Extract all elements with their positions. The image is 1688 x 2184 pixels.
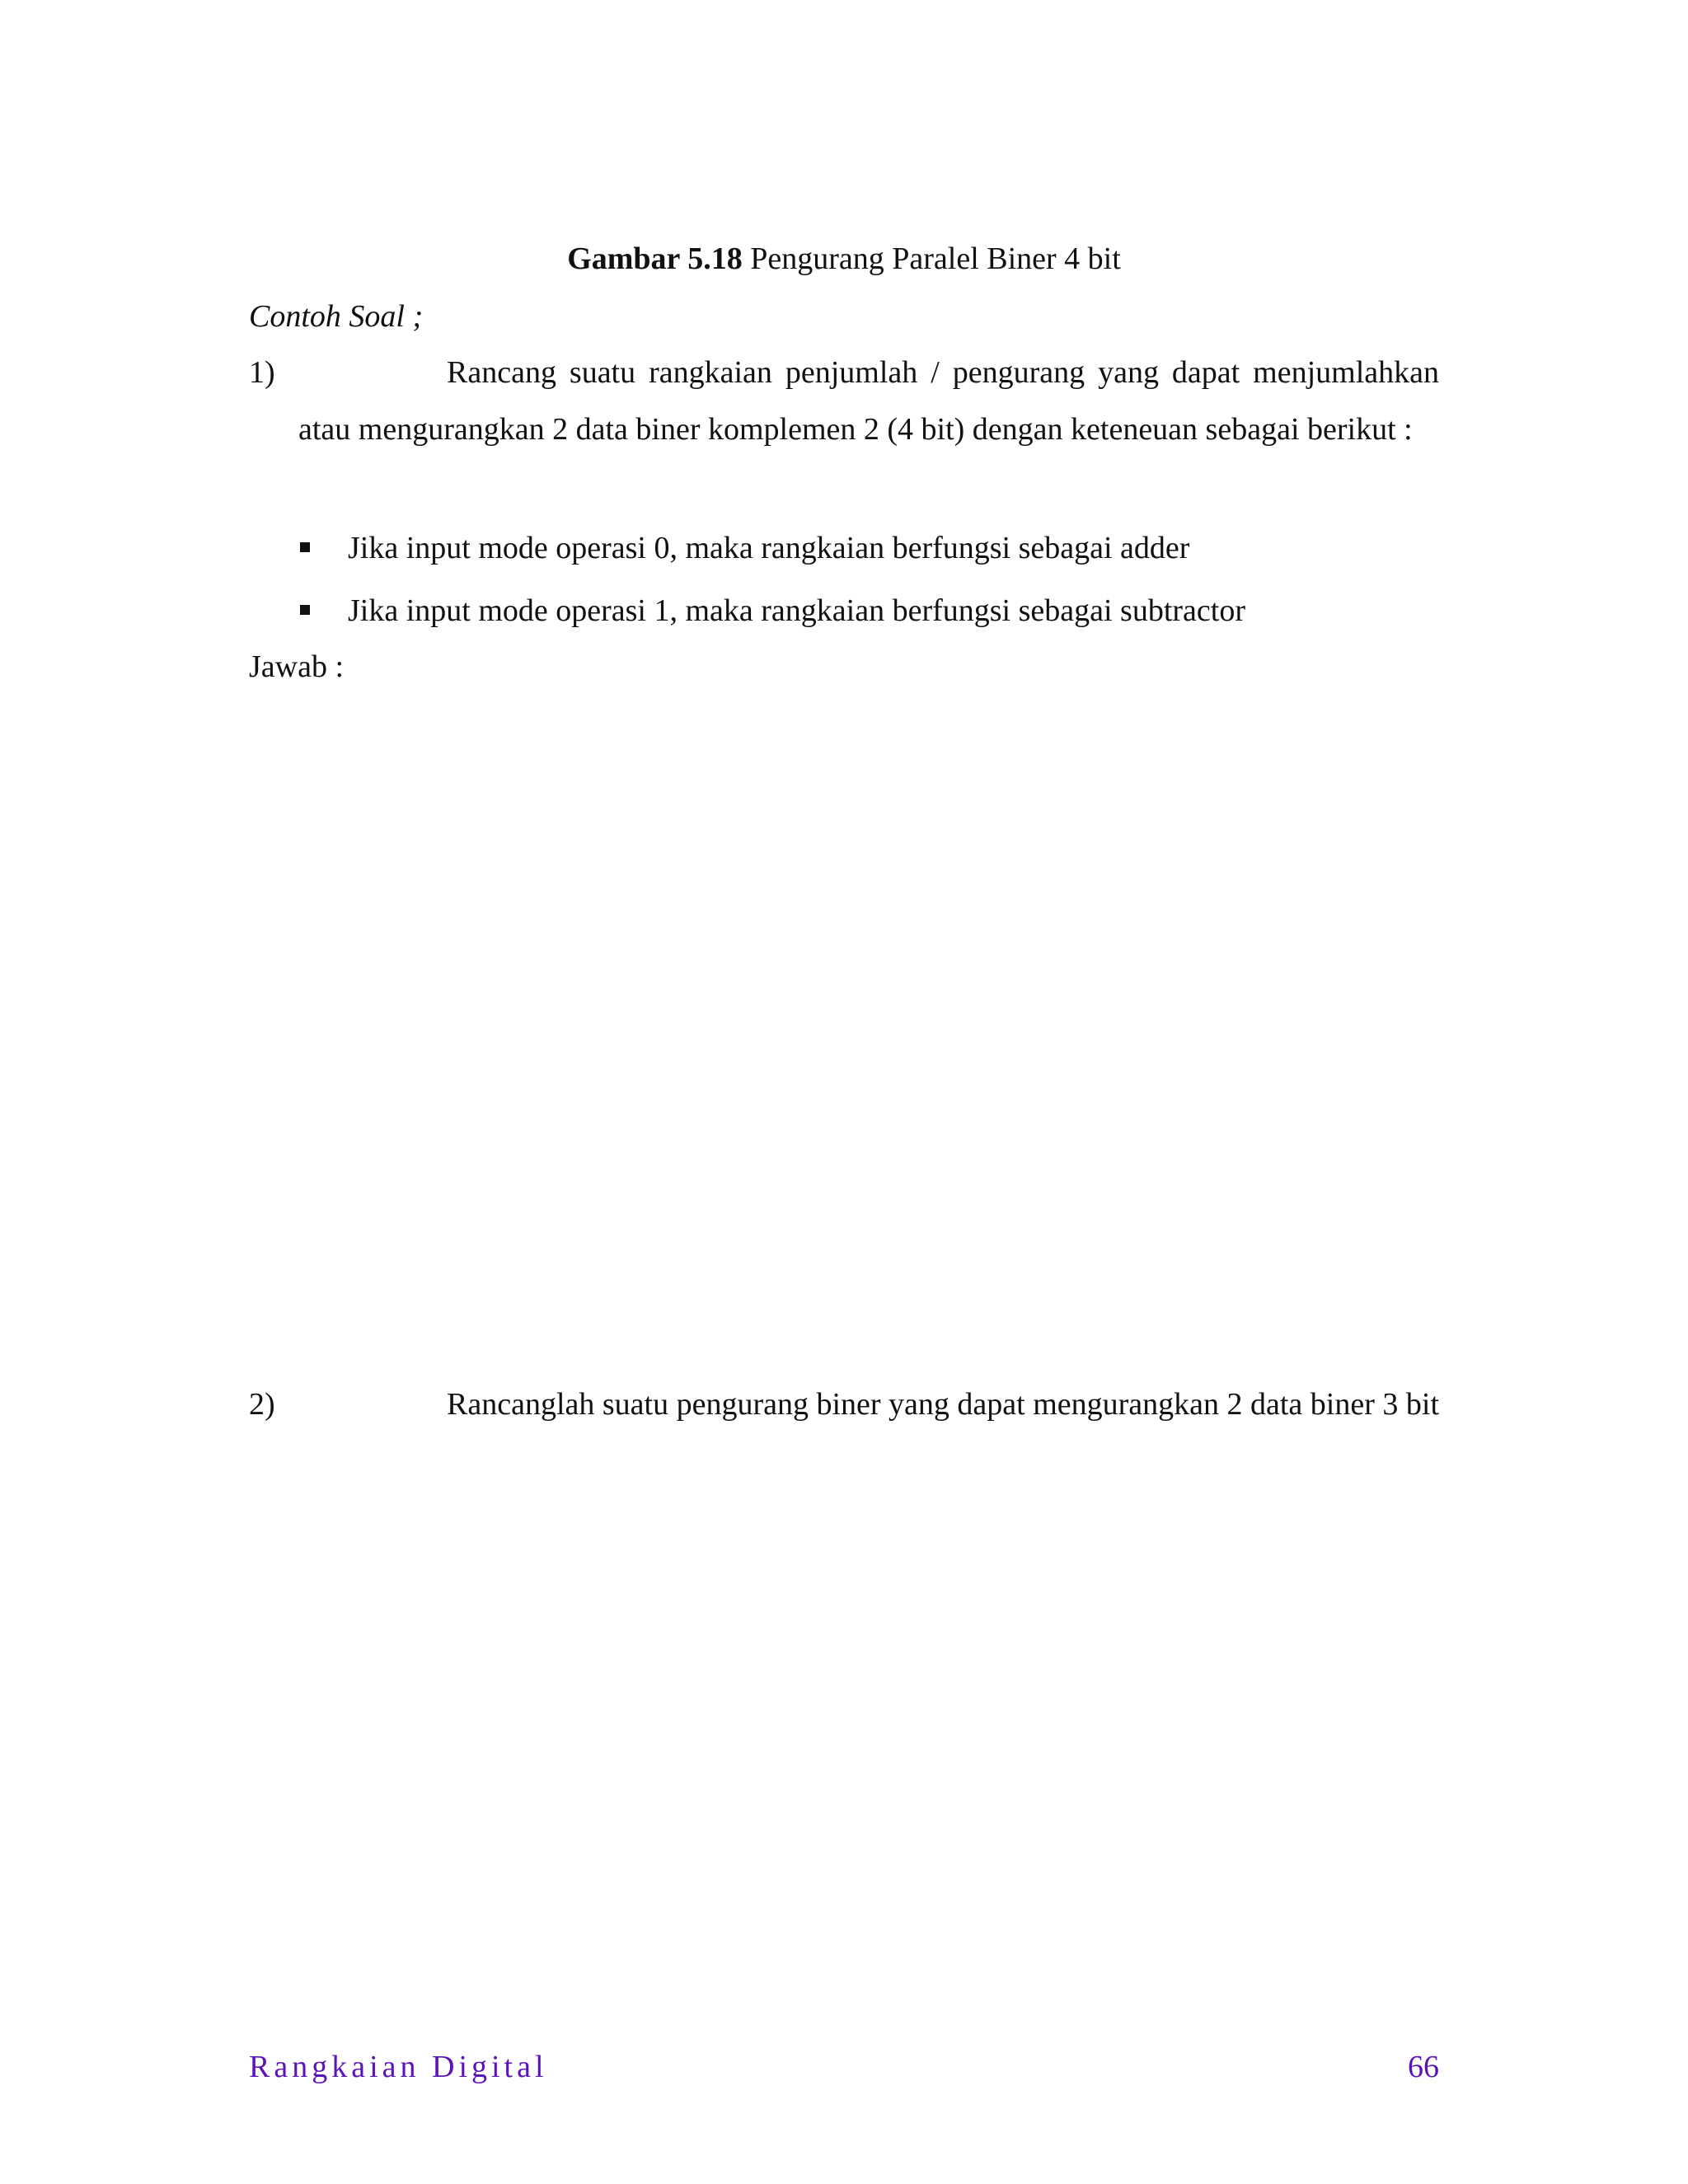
list-item (298, 517, 1439, 579)
figure-number: Gambar 5.18 (567, 241, 743, 276)
question-2 (249, 1376, 1439, 1433)
question-number: 2) (249, 1387, 275, 1422)
figure-caption (249, 237, 1439, 280)
question-1 (249, 344, 1439, 458)
list-item-text: Jika input mode operasi 0, maka rangkaian berfungsi sebagai adder (348, 531, 1190, 565)
footer-title: Rangkaian Digital (249, 2050, 548, 2084)
list-item-text: Jika input mode operasi 1, maka rangkaian berfungsi sebagai subtractor (348, 593, 1245, 628)
question-text-wrapper (298, 1376, 1439, 1433)
question-text: Rancang suatu rangkaian penjumlah / pengurang yang dapat menjumlahkan atau mengurangkan 2 data biner komplemen 2 (4 bit) dengan keteneuan sebagai berikut : (298, 355, 1439, 447)
square-bullet-icon (300, 605, 310, 615)
question-text: Rancanglah suatu pengurang biner yang dapat mengurangkan 2 data biner 3 bit (447, 1387, 1439, 1422)
list-item (298, 579, 1439, 642)
question-text-wrapper (298, 344, 1439, 458)
page-number: 66 (1408, 2050, 1439, 2084)
answer-label: Jawab : (249, 649, 345, 684)
square-bullet-icon (300, 542, 310, 552)
question-number: 1) (249, 355, 275, 390)
condition-list (298, 517, 1439, 642)
figure-title: Pengurang Paralel Biner 4 bit (742, 241, 1121, 276)
section-label: Contoh Soal ; (249, 299, 424, 334)
